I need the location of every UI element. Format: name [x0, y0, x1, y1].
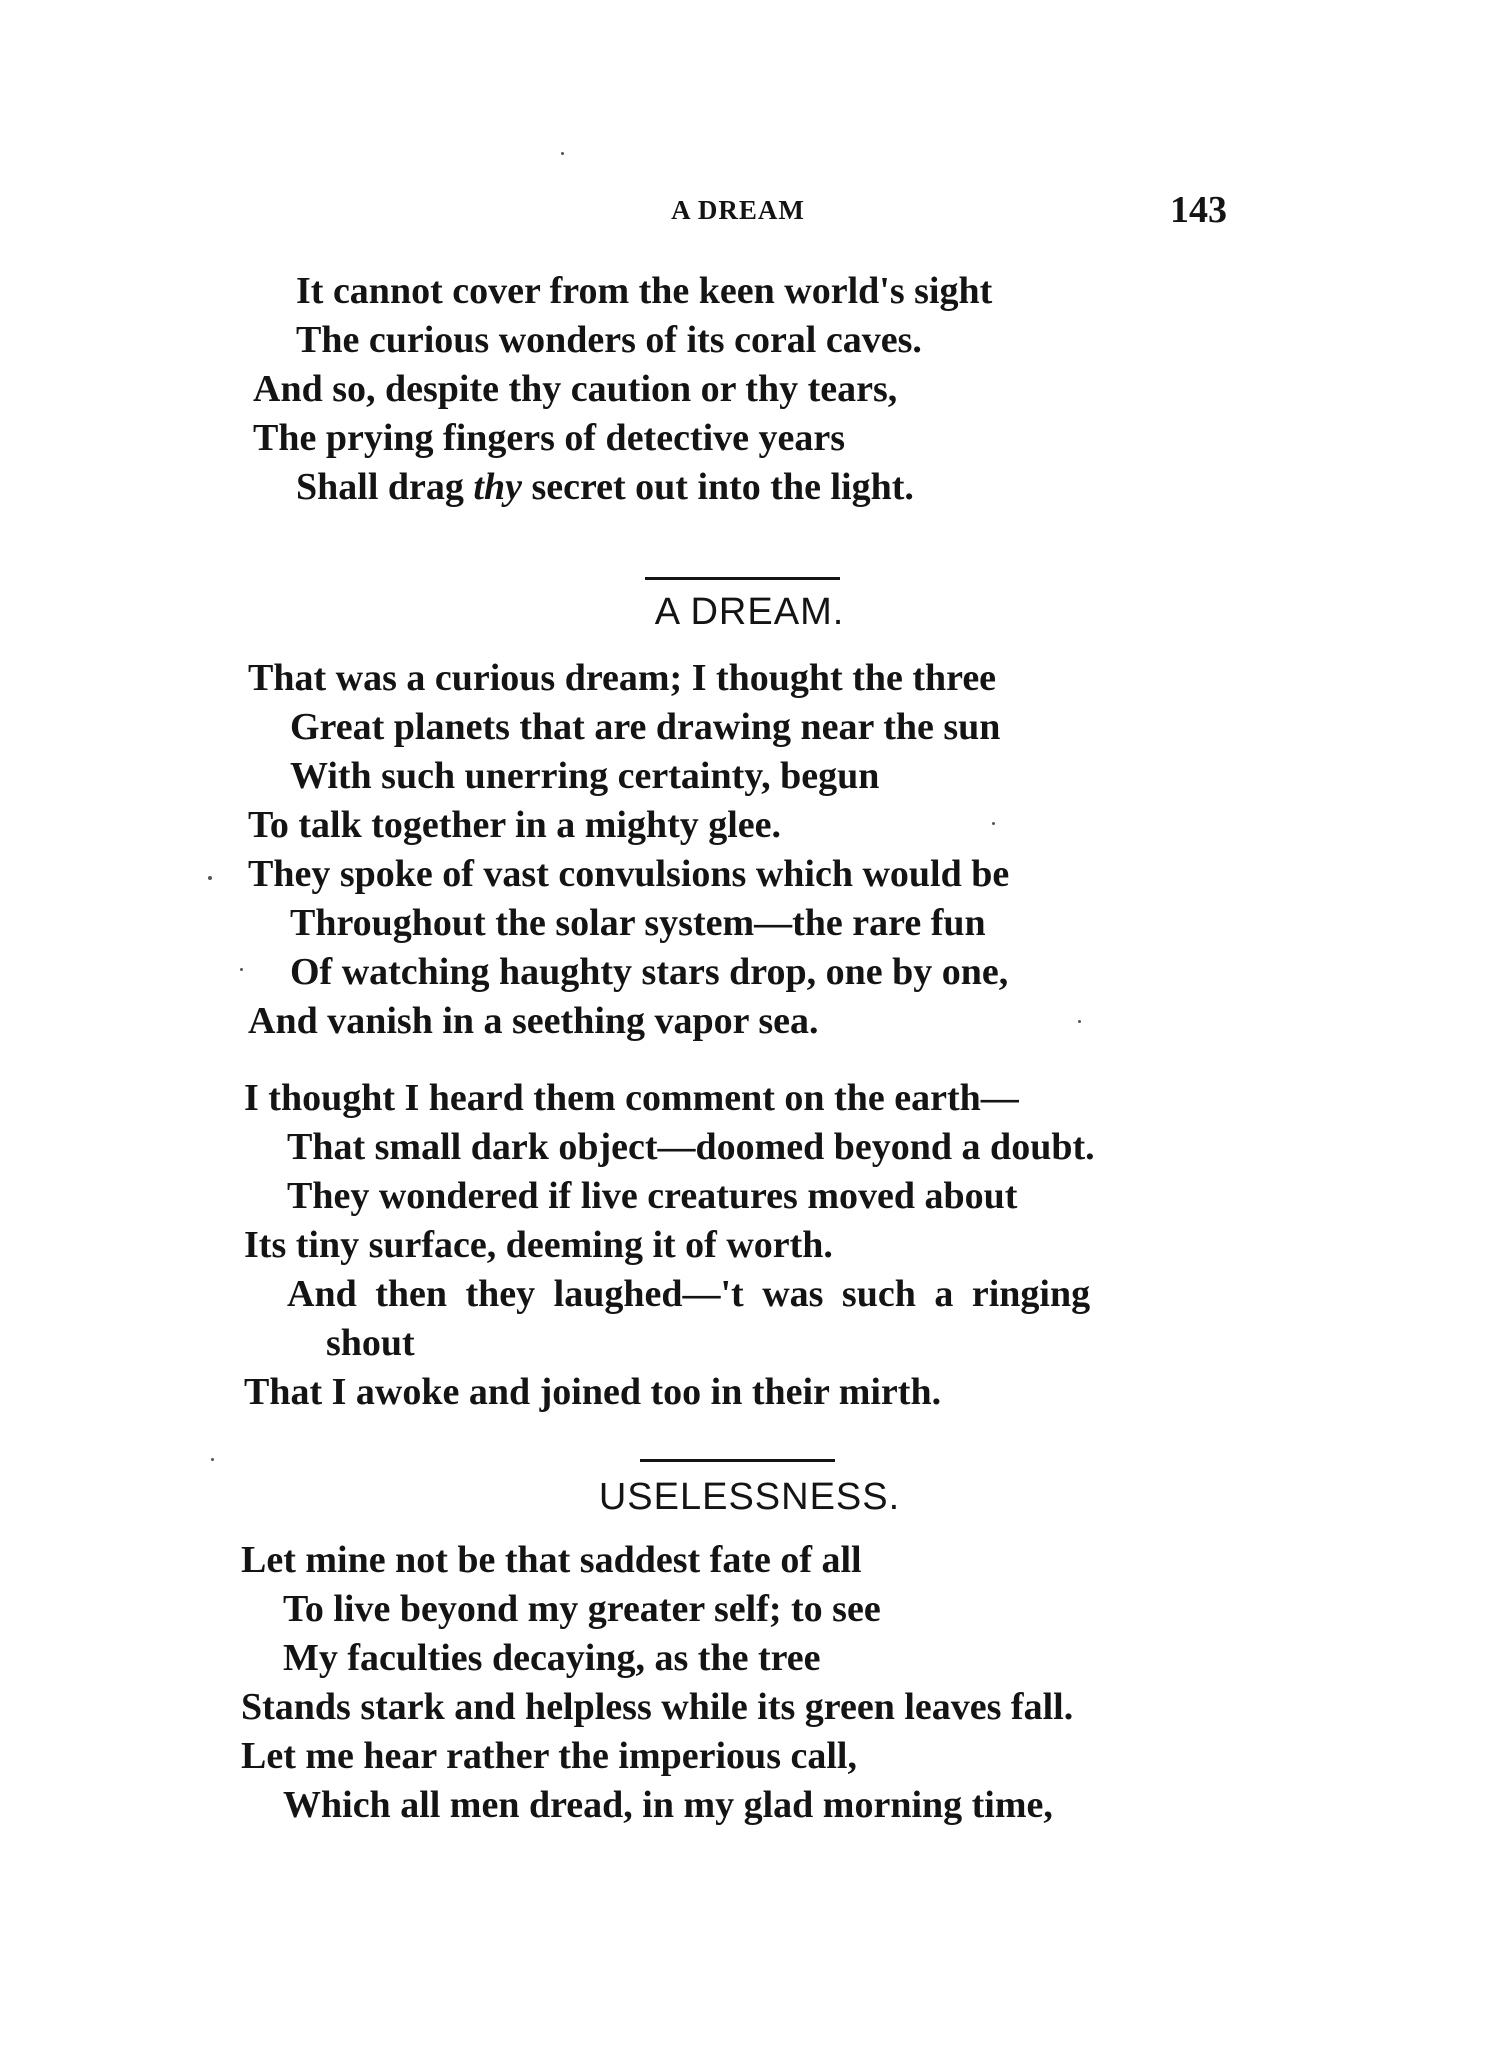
poem-title-a-dream: A DREAM.	[654, 591, 845, 633]
speck	[208, 876, 212, 880]
poem-line: shout	[326, 1322, 415, 1364]
line-text: secret out into the light.	[531, 466, 914, 508]
section-divider	[640, 1459, 835, 1462]
poem-line: To talk together in a mighty glee.	[248, 804, 782, 846]
speck	[561, 152, 564, 155]
poem-line: With such unerring certainty, begun	[290, 755, 880, 797]
poem-line: They spoke of vast convulsions which would be	[248, 853, 1010, 895]
poem-line: The curious wonders of its coral caves.	[296, 319, 922, 361]
italic-word: thy	[473, 466, 522, 508]
poem-line: And so, despite thy caution or thy tears,	[253, 368, 898, 410]
poem-line: And then they laughed—'t was such a ringing	[287, 1273, 1091, 1315]
poem-line: The prying fingers of detective years	[253, 417, 846, 459]
speck	[211, 1458, 214, 1461]
poem-line: To live beyond my greater self; to see	[283, 1588, 881, 1630]
line-text: Shall drag	[296, 466, 464, 508]
poem-line: Its tiny surface, deeming it of worth.	[244, 1224, 833, 1266]
poem-line: Let mine not be that saddest fate of all	[241, 1539, 862, 1581]
section-divider	[645, 577, 840, 580]
poem-line: And vanish in a seething vapor sea.	[248, 1000, 819, 1042]
poem-line: Which all men dread, in my glad morning time,	[283, 1784, 1053, 1826]
poem-line: That was a curious dream; I thought the three	[248, 657, 997, 699]
page-number: 143	[1170, 189, 1227, 231]
poem-line: Let me hear rather the imperious call,	[241, 1735, 857, 1777]
poem-line: Stands stark and helpless while its green leaves fall.	[241, 1686, 1074, 1728]
poem-line: It cannot cover from the keen world's sight	[296, 270, 993, 312]
poem-line: That small dark object—doomed beyond a doubt.	[287, 1126, 1095, 1168]
poem-line: Of watching haughty stars drop, one by one,	[290, 951, 1009, 993]
speck	[992, 822, 995, 825]
poem-line: Great planets that are drawing near the sun	[290, 706, 1001, 748]
poem-line: My faculties decaying, as the tree	[283, 1637, 821, 1679]
speck	[240, 968, 243, 971]
poem-line: I thought I heard them comment on the earth—	[244, 1077, 1019, 1119]
running-title: A DREAM	[671, 195, 805, 225]
poem-title-uselessness: USELESSNESS.	[598, 1476, 901, 1518]
poem-line: That I awoke and joined too in their mirth.	[244, 1371, 942, 1413]
speck	[1078, 1020, 1081, 1023]
poem-line	[296, 463, 914, 511]
poem-line: Throughout the solar system—the rare fun	[290, 902, 986, 944]
running-head	[0, 190, 1499, 240]
poem-line: They wondered if live creatures moved about	[287, 1175, 1018, 1217]
